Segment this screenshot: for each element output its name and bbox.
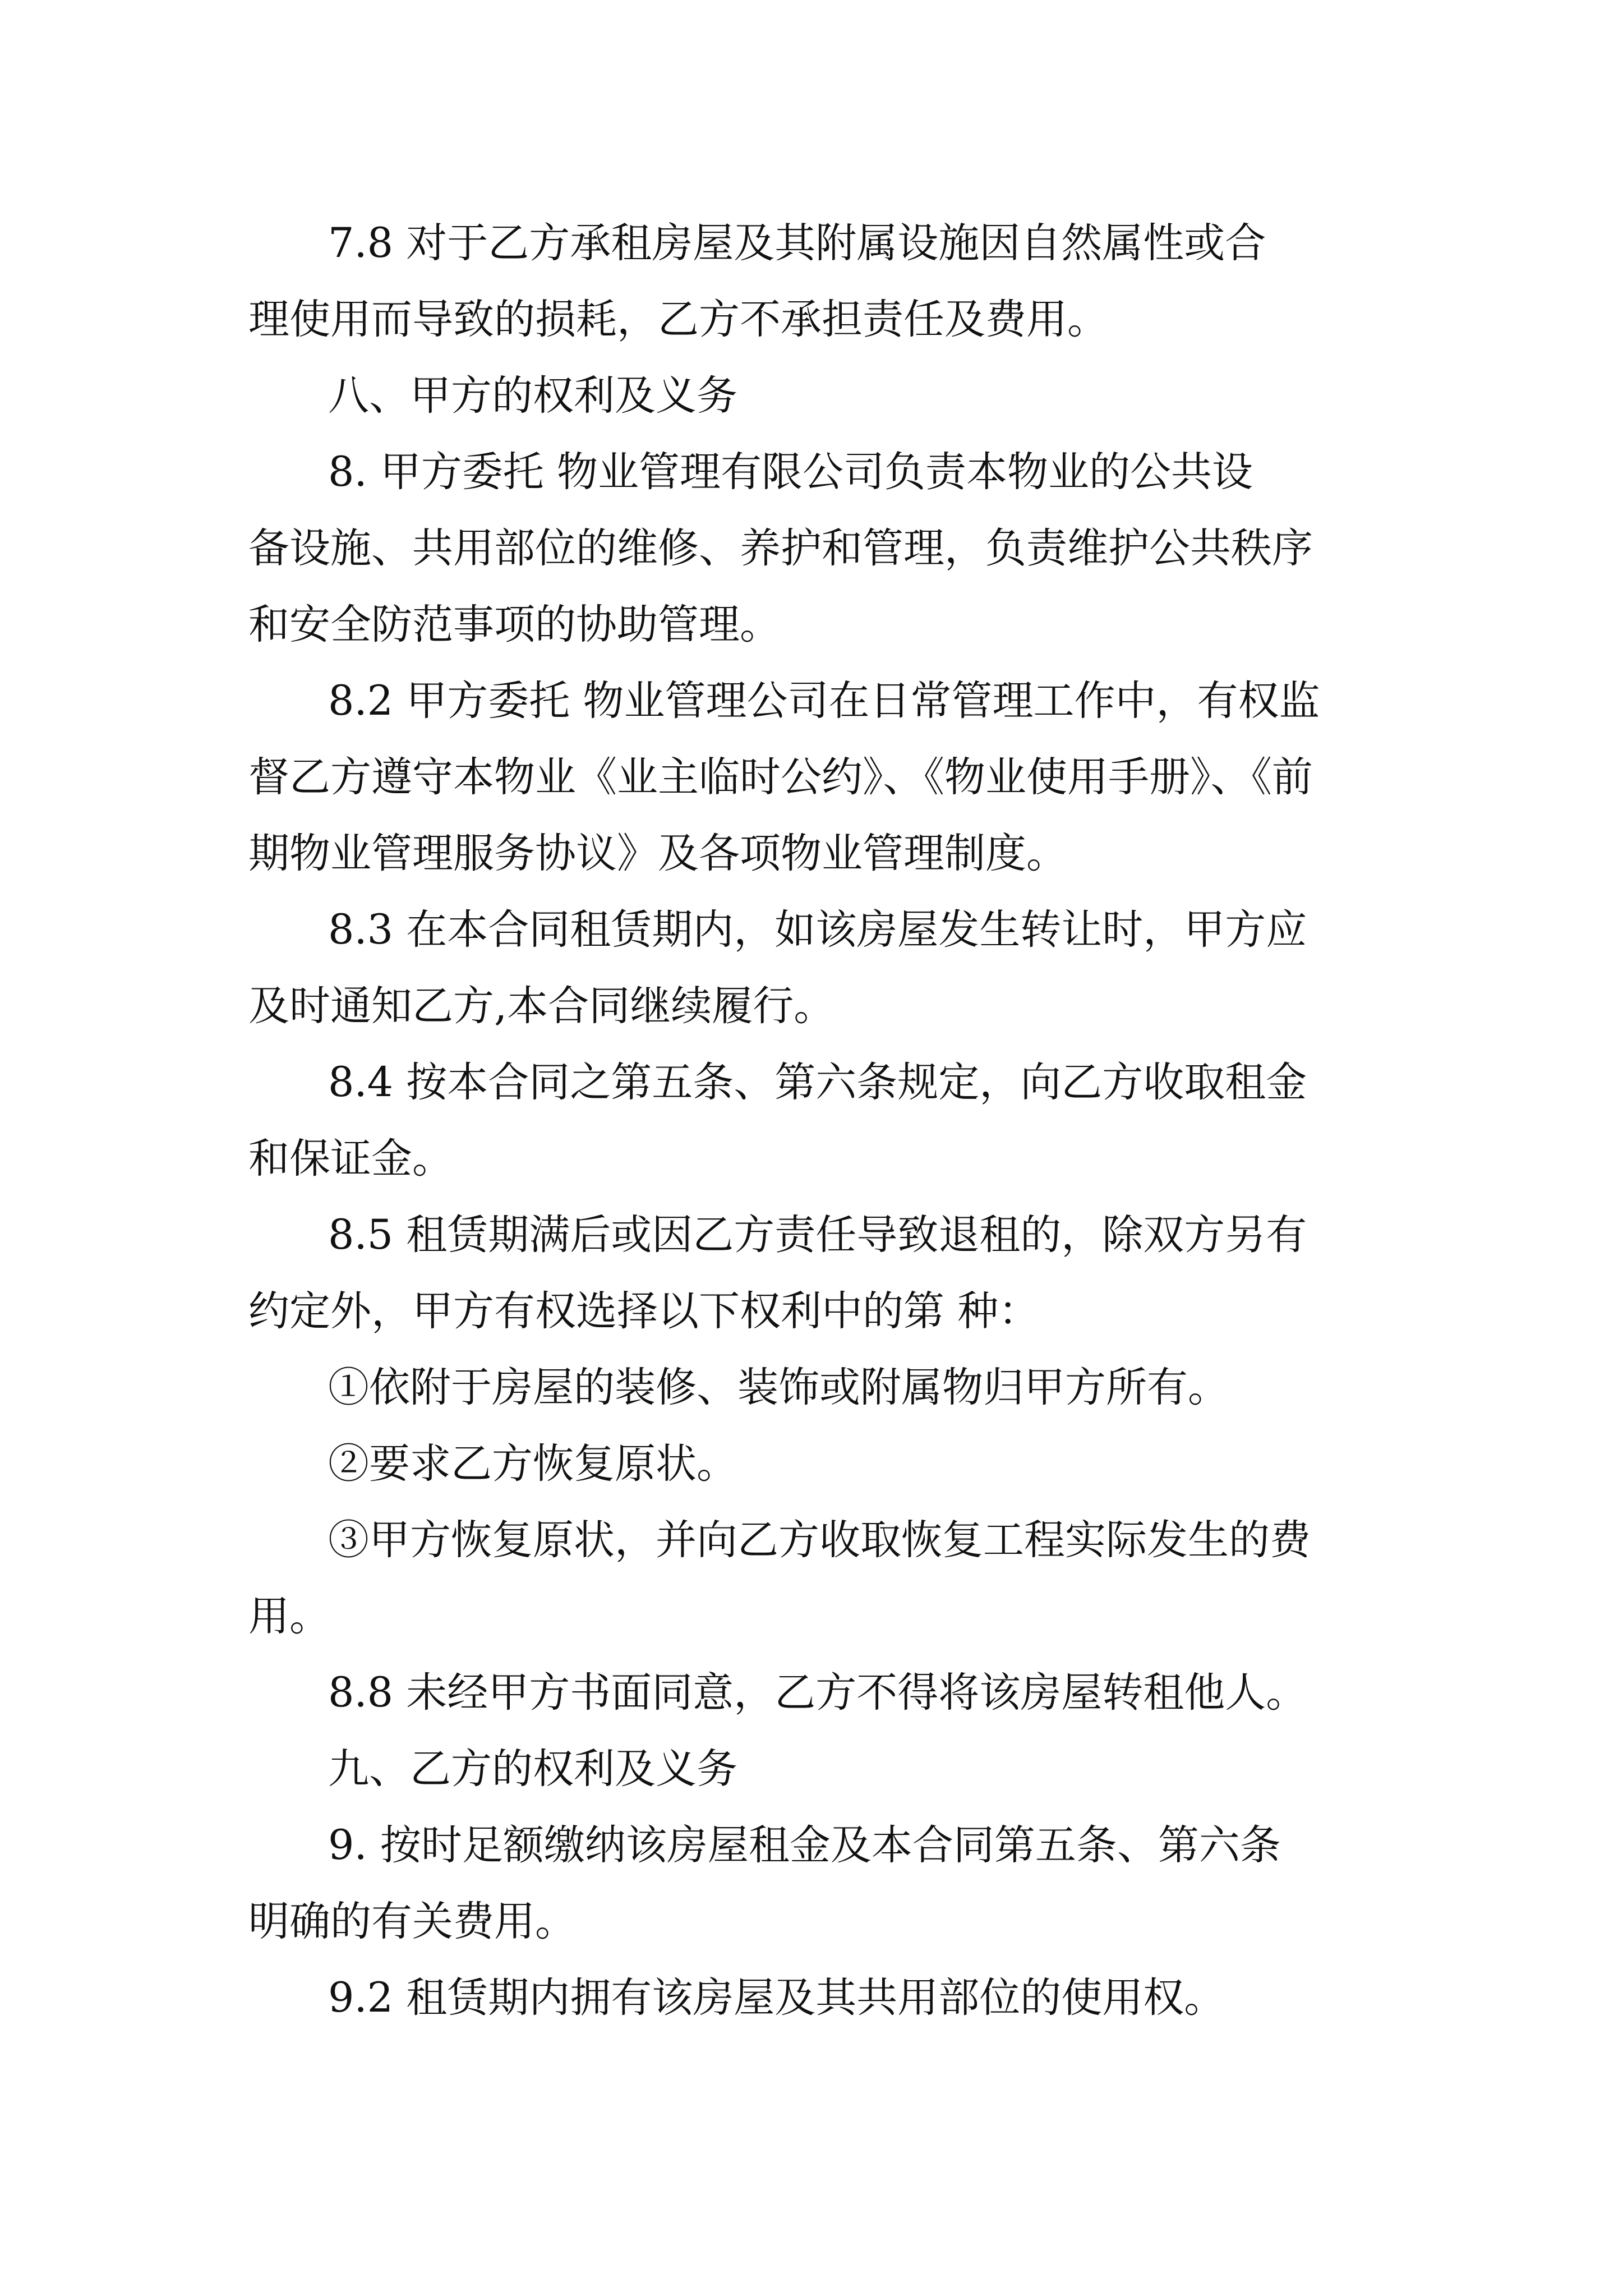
clause-7-8-line-1: 7.8 对于乙方承租房屋及其附属设施因自然属性或合: [328, 219, 1266, 267]
clause-8-5-line-1: 8.5 租赁期满后或因乙方责任导致退租的，除双方另有: [328, 1211, 1307, 1259]
clause-8-5-line-2: 约定外，甲方有权选择以下权利中的第 种：: [248, 1287, 1040, 1335]
clause-8-4-line-2: 和保证金。: [248, 1135, 453, 1182]
clause-8-1-line-2: 备设施、共用部位的维修、养护和管理，负责维护公共秩序: [248, 524, 1313, 572]
clause-9-1-line-2: 明确的有关费用。: [248, 1898, 576, 1945]
clause-8-3-line-2: 及时通知乙方,本合同继续履行。: [248, 982, 835, 1030]
clause-8-4-line-1: 8.4 按本合同之第五条、第六条规定，向乙方收取租金: [328, 1059, 1307, 1106]
section-heading-9: 九、乙方的权利及义务: [328, 1745, 737, 1793]
clause-8-2-line-3: 期物业管理服务协议》及各项物业管理制度。: [248, 830, 1067, 877]
clause-7-8-line-2: 理使用而导致的损耗，乙方不承担责任及费用。: [248, 296, 1108, 343]
option-3-line-2: 用。: [248, 1593, 330, 1640]
clause-9-1-line-1: 9. 按时足额缴纳该房屋租金及本合同第五条、第六条: [328, 1821, 1281, 1869]
clause-8-1-line-3: 和安全防范事项的协助管理。: [248, 601, 781, 648]
clause-8-2-line-2: 督乙方遵守本物业《业主临时公约》、《物业使用手册》、《前: [248, 753, 1313, 801]
option-3-line-1: ③甲方恢复原状，并向乙方收取恢复工程实际发生的费: [328, 1516, 1311, 1564]
clause-8-1-line-1: 8. 甲方委托 物业管理有限公司负责本物业的公共设: [328, 448, 1253, 496]
option-2: ②要求乙方恢复原状。: [328, 1440, 737, 1488]
section-heading-8: 八、甲方的权利及义务: [328, 372, 737, 420]
clause-8-8: 8.8 未经甲方书面同意，乙方不得将该房屋转租他人。: [328, 1669, 1307, 1717]
clause-9-2: 9.2 租赁期内拥有该房屋及其共用部位的使用权。: [328, 1974, 1225, 2022]
option-1: ①依附于房屋的装修、装饰或附属物归甲方所有。: [328, 1364, 1229, 1411]
clause-8-3-line-1: 8.3 在本合同租赁期内，如该房屋发生转让时，甲方应: [328, 906, 1307, 954]
clause-8-2-line-1: 8.2 甲方委托 物业管理公司在日常管理工作中，有权监: [328, 677, 1320, 725]
